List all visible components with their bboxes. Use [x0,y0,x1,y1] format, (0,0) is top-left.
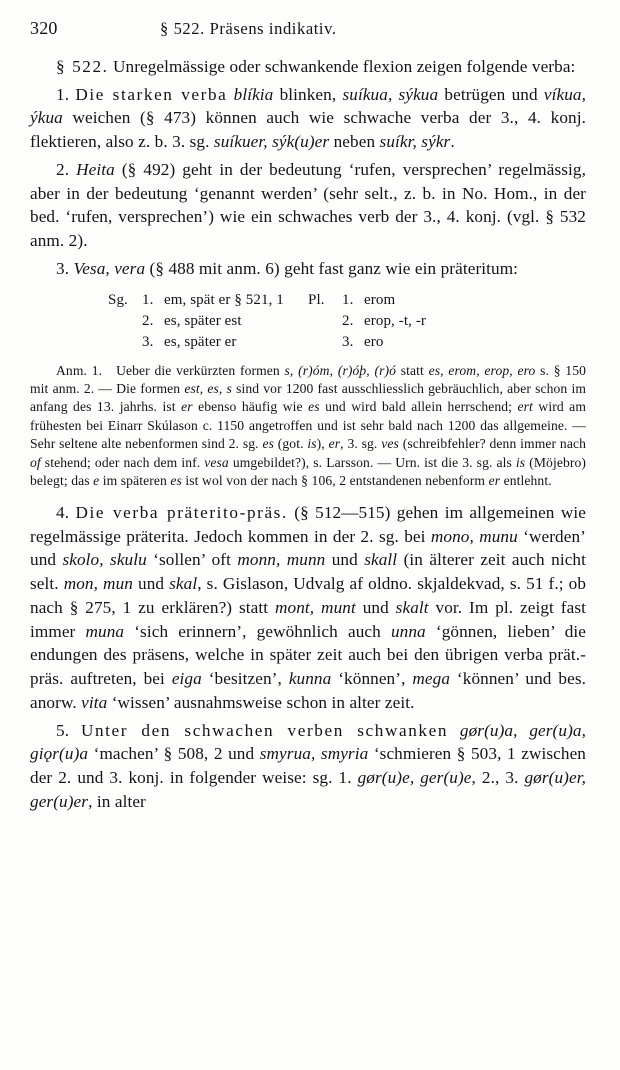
paradigm-table [30,290,586,354]
item-1-form-suikr: suíkr, sýkr [379,132,451,152]
paradigm-pl-form: erop, -t, -r [364,312,427,329]
paradigm-pl-label-blank [308,332,342,353]
item-4-word-vita: vita [81,692,108,712]
paragraph-item-2: 2. Heita (§ 492) geht in der bedeutung ‘rufen, versprechen’ regelmässig, aber in der bedeutung ‘genannt werden’ (sehr selt., z. b. in No. Hom., in der bed. ‘rufen, versprechen’) wie ein schwaches verb der 3., 4. konj. (vgl. § 532 anm. 2). [30,159,586,251]
paragraph-item-4: 4. Die verba präterito-präs. (§ 512—515) gehen im allgemeinen wie regelmässige präterita. Jedoch kommen in der 2. sg. bei mono, munu ‘werden’ und skolo, skulu ‘sollen’ oft monn, munn und skall (in älterer zeit auch nicht selt. mon, mun und skal, s. Gislason, Udvalg af oldno. skjaldekvad, s. 51 f.; ob nach § 275, 1 zu erklären?) statt mont, munt und skalt vor. Im pl. zeigt fast immer muna ‘sich erinnern’, gewöhnlich auch unna ‘gönnen, lieben’ die endungen des präsens, welche in später zeit auch bei den übrigen verba prät.-präs. auftreten, bei eiga ‘besitzen’, kunna ‘können’, mega ‘können’ und bes. anorw. vita ‘wissen’ ausnahmsweise schon in alter zeit. [30,502,587,712]
item-5-number: 5. [56,720,70,740]
item-1-word-blikia: blíkia [233,84,274,104]
paradigm-sg-form: em, spät er § 521, 1 [164,291,284,308]
item-3-word-vesa: Vesa, vera [73,258,146,278]
item-1-word-suikua: suíkua, sýkua [342,84,439,104]
paradigm-sg-form: es, später est [164,312,242,329]
item-4-word-mono: mono, munu [430,526,518,546]
paradigm-pl-cell [308,290,395,311]
paragraph-item-3: 3. Vesa, vera (§ 488 mit anm. 6) geht fast ganz wie ein präteritum: [56,258,519,278]
item-4-form-skal: skal [169,574,198,594]
item-5-word-smyrua: smyrua, smyria [259,744,369,764]
item-1-word-vikua: víkua, ýkua [30,84,587,128]
item-4-form-mont: mont, munt [275,597,356,617]
page-number: 320 [30,18,58,38]
item-2-number: 2. [56,159,70,179]
annotation-text: Ueber die verkürzten formen s, (r)óm, (r)óþ, (r)ó statt es, erom, erop, ero s. § 150 mit anm. 2. — Die formen est, es, s sind vor 1200 fast ausschliesslich gebräuchlich, aber schon im anfang des 13. jahrhs. ist er ebenso häufig wie es und wird bald allein herrschend; ert wird am frühesten bei Einarr Skúlason c. 1150 angetroffen und ist sehr bald nach 1200 das allgemeine. — Sehr seltene alte nebenformen sind 2. sg. es (got. is), er, 3. sg. ves (schreibfehler? denn immer nach of stehend; oder nach dem inf. vesa umgebildet?), s. Larsson. — Urn. ist die 3. sg. als is (Möjebro) belegt; das e im späteren es ist wol von der nach § 106, 2 entstandenen nebenform er entlehnt. [30,362,587,489]
page-header [30,18,586,39]
paradigm-pl-form: erom [364,291,396,308]
item-4-form-skall: skall [364,550,398,570]
paradigm-sg-cell [108,311,308,332]
paradigm-pl-form: ero [364,334,384,351]
item-4-form-mon: mon, mun [63,574,133,594]
paragraph-intro-text: Unregelmässige oder schwankende flexion zeigen folgende verba: [112,57,576,76]
item-1-number: 1. [56,84,70,104]
item-5-lead: Unter den schwachen verben schwanken [80,720,449,740]
item-1-form-suikuer: suíkuer, sýk(u)er [213,132,330,152]
item-5-word-gorua: gør(u)a, ger(u)a, giǫr(u)a [30,720,586,764]
paradigm-row [30,311,586,332]
item-2-word-heita: Heita [76,159,115,179]
paradigm-pl-cell [308,311,426,332]
paradigm-sg-label-blank [108,311,142,332]
paradigm-row-number: 1. [342,291,354,308]
paradigm-sg-label: Sg. [108,291,128,308]
section-number: § 522. [56,57,109,76]
paradigm-row [30,290,586,311]
annotation-note [30,362,586,491]
item-4-word-mega: mega [412,669,451,689]
item-1-lead: Die starken verba [75,84,228,104]
paradigm-row-number: 3. [142,334,154,351]
item-4-word-kunna: kunna [288,669,332,689]
paradigm-pl-label: Pl. [308,291,325,308]
paradigm-sg-label-blank [108,332,142,353]
paradigm-sg-cell [108,332,308,353]
item-4-word-eiga: eiga [171,669,202,689]
paradigm-row-number: 2. [142,312,154,329]
paradigm-row-number: 3. [342,334,354,351]
paradigm-row-number: 2. [342,312,354,329]
item-4-word-unna: unna [390,621,426,641]
annotation-label: Anm. 1. [56,362,103,378]
item-4-number: 4. [56,502,70,522]
paragraph-item-5: 5. Unter den schwachen verben schwanken gør(u)a, ger(u)a, giǫr(u)a ‘machen’ § 508, 2 und smyrua, smyria ‘schmieren § 503, 1 zwischen der 2. und 3. konj. in folgender weise: sg. 1. gør(u)e, ger(u)e, 2., 3. gør(u)er, ger(u)er, in alter [30,720,587,811]
paradigm-pl-label-blank [308,311,342,332]
paradigm-pl-cell [308,332,383,353]
paradigm-row-number: 1. [142,291,154,308]
body-text [30,55,586,813]
item-4-form-skalt: skalt [395,597,429,617]
running-title: § 522. Präsens indikativ. [160,19,337,38]
item-4-word-skolo: skolo, skulu [62,550,147,570]
item-5-form-goruer: gør(u)er, ger(u)er [30,767,586,811]
paradigm-row [30,332,586,353]
item-4-word-muna: muna [85,621,125,641]
paragraph-intro [30,55,586,79]
item-4-lead: Die verba präterito-präs. [75,502,288,522]
paradigm-sg-form: es, später er [164,334,237,351]
item-3-number: 3. [56,258,70,278]
paradigm-sg-cell [108,290,308,311]
item-4-form-monn: monn, munn [237,550,326,570]
item-5-form-gorue: gør(u)e, ger(u)e [357,767,472,787]
paragraph-item-1: 1. Die starken verba blíkia blinken, suíkua, sýkua betrügen und víkua, ýkua weichen (§ 473) können auch wie schwache verba der 3., 4. konj. flektieren, also z. b. 3. sg. suíkuer, sýk(u)er neben suíkr, sýkr. [30,84,587,152]
